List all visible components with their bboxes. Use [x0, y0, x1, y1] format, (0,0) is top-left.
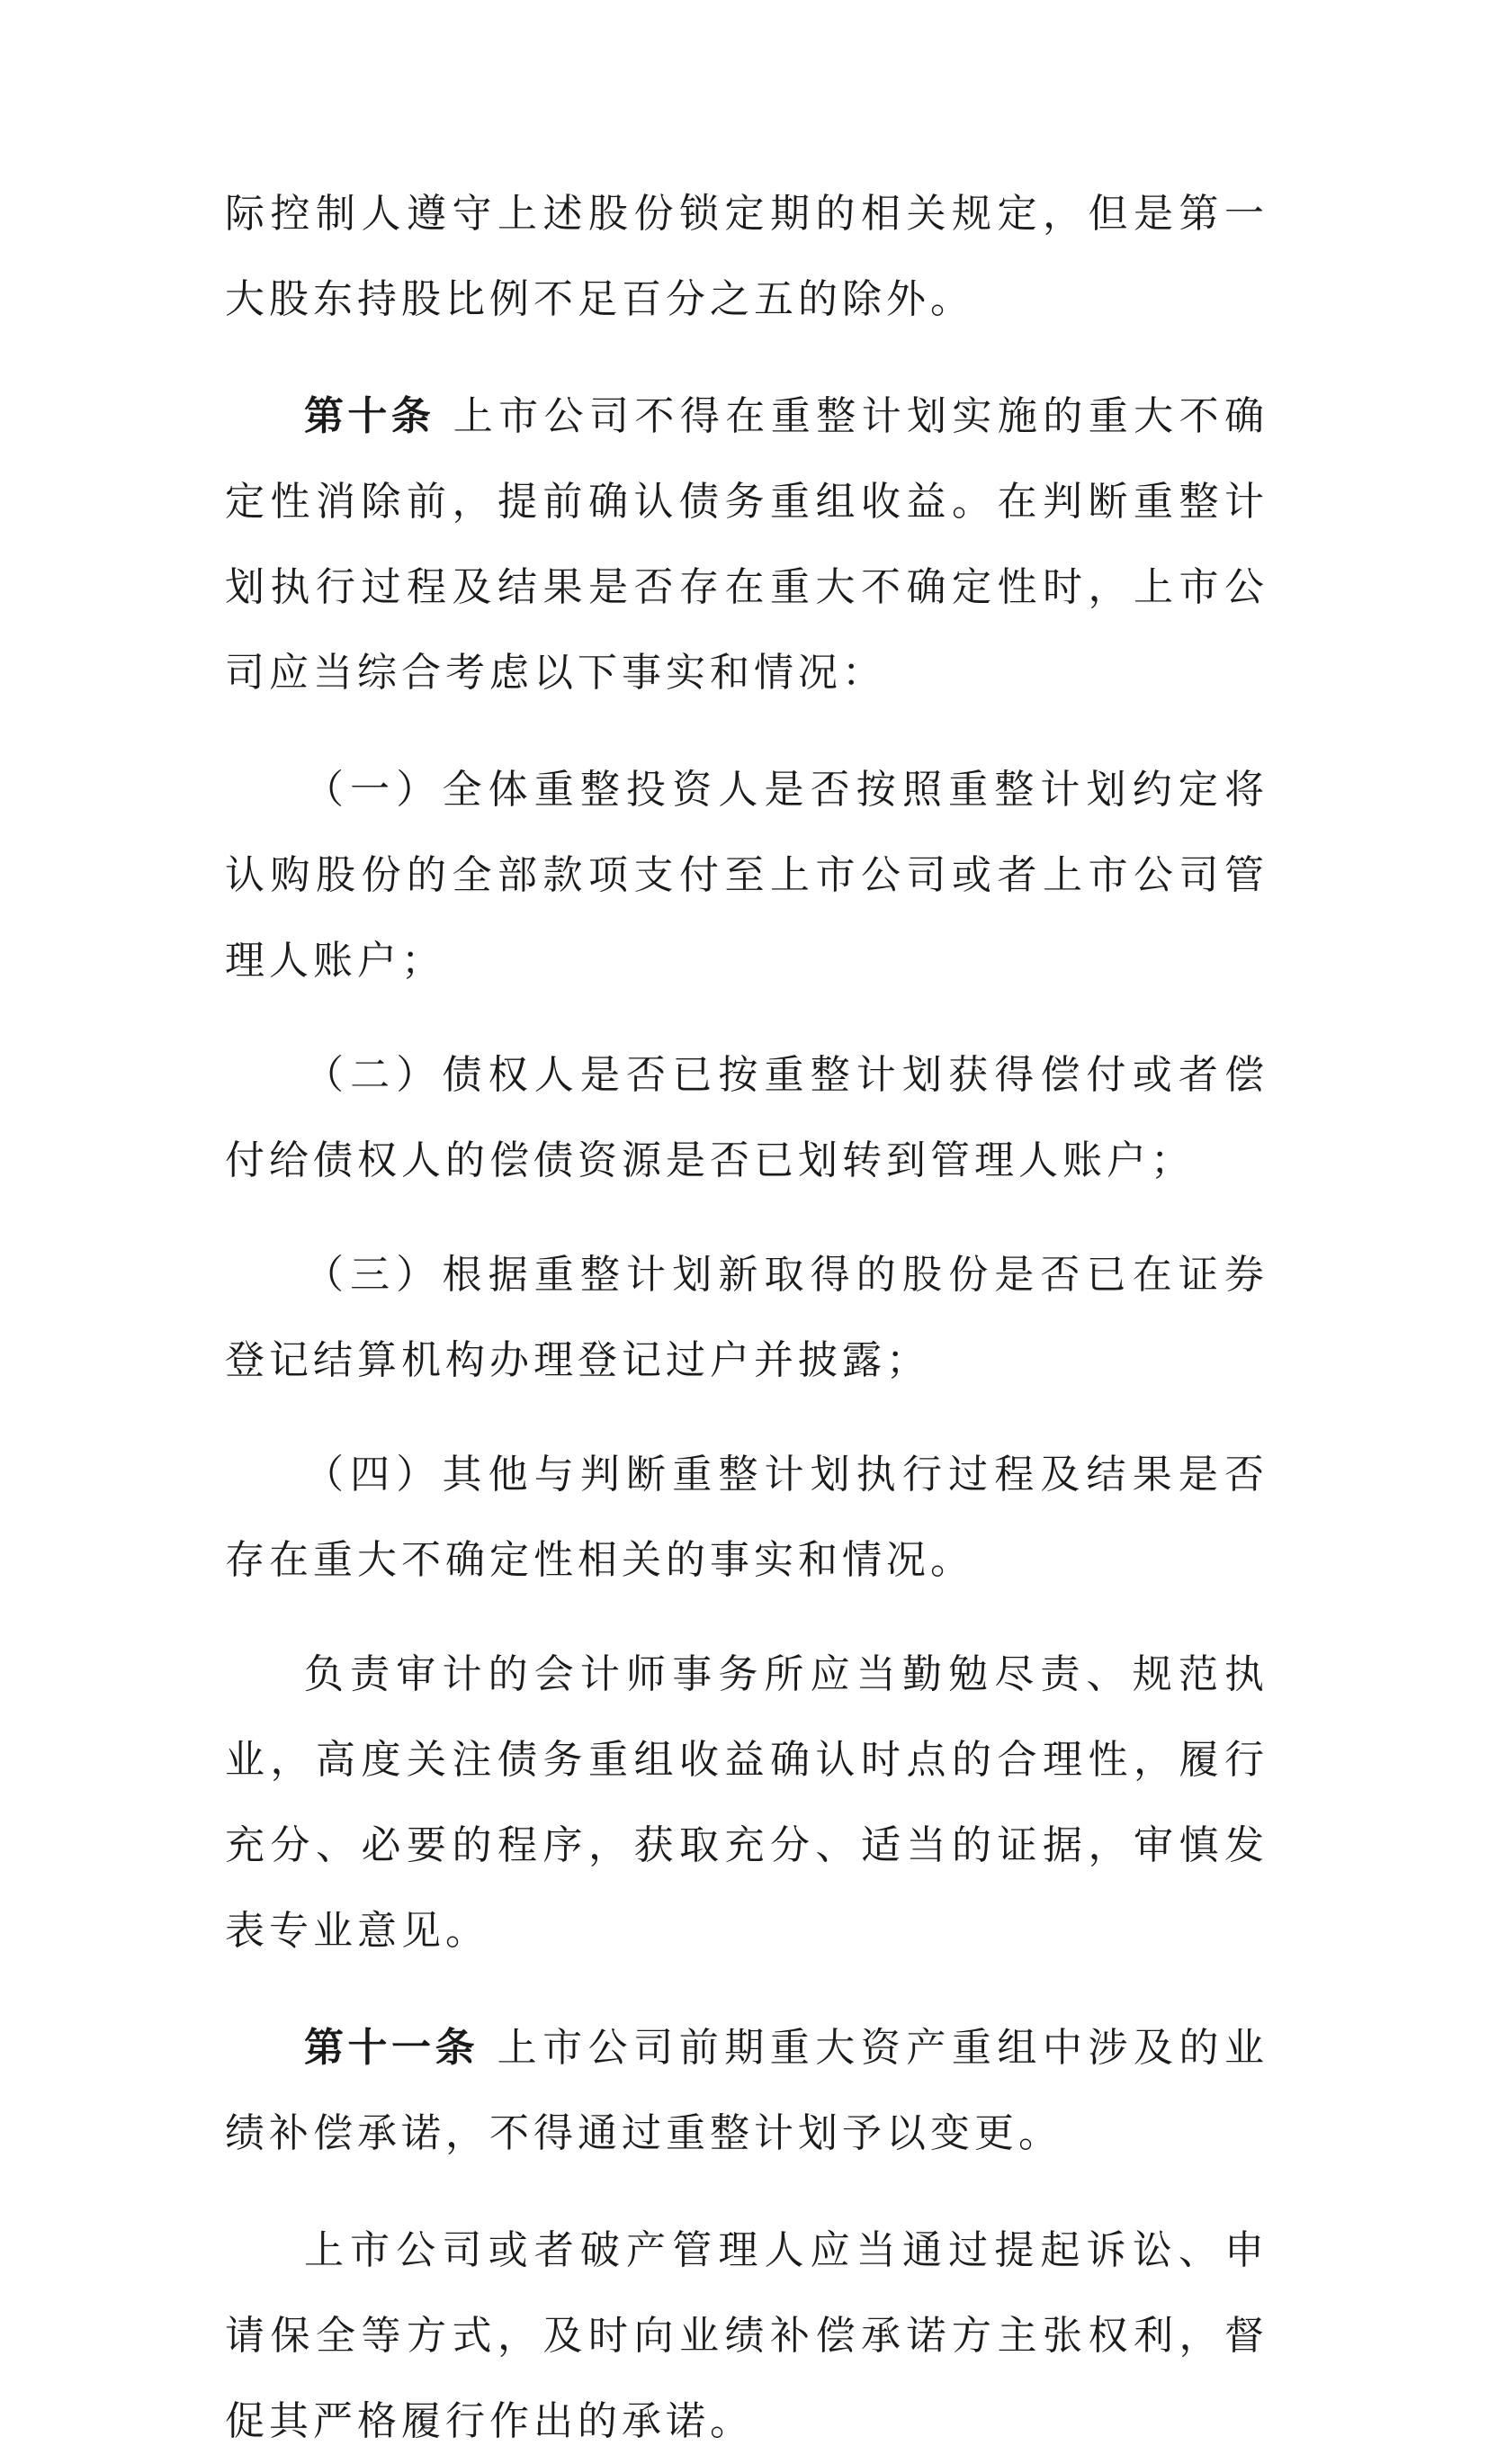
paragraph-item-4 — [225, 1432, 1268, 1603]
paragraph-article-11 — [225, 2005, 1268, 2176]
paragraph-text: （四）其他与判断重整计划执行过程及结果是否存在重大不确定性相关的事实和情况。 — [225, 1452, 1268, 1583]
paragraph-manager — [225, 2208, 1268, 2464]
paragraph-text: （三）根据重整计划新取得的股份是否已在证券登记结算机构办理登记过户并披露； — [225, 1252, 1268, 1383]
paragraph-text: （二）债权人是否已按重整计划获得偿付或者偿付给债权人的偿债资源是否已划转到管理人账户； — [225, 1052, 1268, 1183]
paragraph-auditor — [225, 1632, 1268, 1974]
paragraph-item-3 — [225, 1232, 1268, 1403]
paragraph-item-1 — [225, 747, 1268, 1003]
paragraph-continuation — [225, 171, 1268, 342]
paragraph-item-2 — [225, 1032, 1268, 1203]
article-heading: 第十一条 — [304, 2025, 480, 2071]
paragraph-text: （一）全体重整投资人是否按照重整计划约定将认购股份的全部款项支付至上市公司或者上市公司管理人账户； — [225, 767, 1268, 984]
paragraph-text: 上市公司前期重大资产重组中涉及的业绩补偿承诺，不得通过重整计划予以变更。 — [225, 2025, 1269, 2156]
document-page — [225, 171, 1269, 2444]
paragraph-text: 负责审计的会计师事务所应当勤勉尽责、规范执业，高度关注债务重组收益确认时点的合理性，履行充分、必要的程序，获取充分、适当的证据，审慎发表专业意见。 — [225, 1651, 1268, 1954]
paragraph-article-10 — [225, 373, 1268, 715]
paragraph-text: 际控制人遵守上述股份锁定期的相关规定，但是第一大股东持股比例不足百分之五的除外。 — [225, 191, 1268, 322]
paragraph-text: 上市公司不得在重整计划实施的重大不确定性消除前，提前确认债务重组收益。在判断重整计划执行过程及结果是否存在重大不确定性时，上市公司应当综合考虑以下事实和情况： — [225, 393, 1269, 696]
paragraph-text: 上市公司或者破产管理人应当通过提起诉讼、申请保全等方式，及时向业绩补偿承诺方主张权利，督促其严格履行作出的承诺。 — [225, 2227, 1268, 2444]
article-heading: 第十条 — [304, 393, 435, 439]
